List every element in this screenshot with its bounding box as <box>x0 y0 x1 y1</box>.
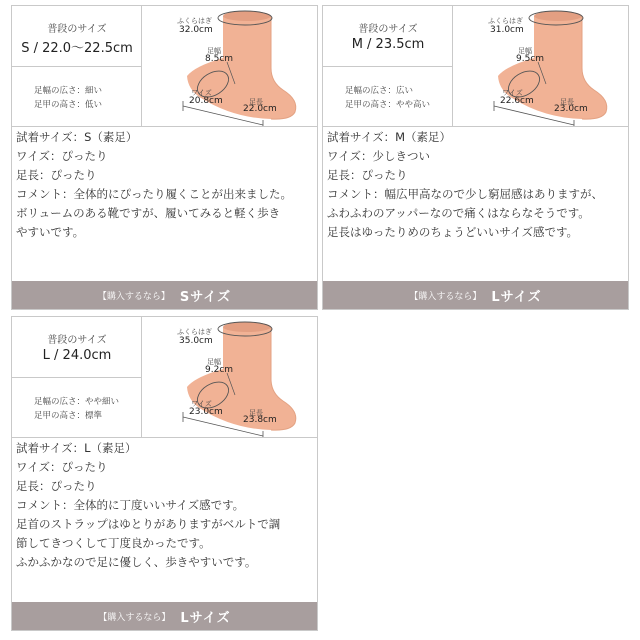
foot-diagram <box>143 6 318 126</box>
comment-line: 試着サイズ：S（素足） <box>16 130 138 144</box>
buy-size-button[interactable] <box>12 602 317 630</box>
width-label: ワイズ <box>502 89 523 97</box>
usual-size-label: 普段のサイズ <box>47 335 107 346</box>
foot-illustration-icon <box>143 6 318 126</box>
width-label: ワイズ <box>191 89 212 97</box>
size-card-m <box>322 5 629 310</box>
length-label: 足長 <box>249 98 263 106</box>
comment-line: コメント：幅広甲高なので少し窮屈感はありますが、 <box>327 187 603 201</box>
comment-line: ボリュームのある靴ですが、履いてみると軽く歩き <box>16 206 281 220</box>
buy-size-label: Sサイズ <box>179 289 232 305</box>
comment-line: 節してきつくして丁度良かったです。 <box>16 536 211 550</box>
foot-width-text: 足幅の広さ：細い <box>34 86 103 96</box>
calf-value: 35.0cm <box>179 336 213 346</box>
usual-size-label: 普段のサイズ <box>358 24 418 35</box>
usual-size-value: M / 23.5cm <box>351 37 425 52</box>
width-label: ワイズ <box>191 400 212 408</box>
instep-height-text: 足甲の高さ：やや高い <box>345 100 431 110</box>
instep-height-text: 足甲の高さ：低い <box>34 100 103 110</box>
size-card-l <box>11 316 318 631</box>
length-label: 足長 <box>560 98 574 106</box>
instep-value: 9.5cm <box>516 54 545 64</box>
divider <box>12 377 141 378</box>
calf-label: ふくらはぎ <box>177 328 212 336</box>
buy-size-button[interactable] <box>323 281 628 309</box>
card-header <box>12 6 317 127</box>
width-value: 20.8cm <box>189 96 223 106</box>
instep-label: 足幅 <box>518 47 532 55</box>
comment-line: ワイズ：ぴったり <box>16 149 108 163</box>
usual-size-value: L / 24.0cm <box>42 348 112 363</box>
comment-line: ふかふかなので足に優しく、歩きやすいです。 <box>16 555 257 569</box>
comment-line: 足長：ぴったり <box>327 168 408 182</box>
comment-line: 試着サイズ：M（素足） <box>327 130 452 144</box>
buy-prefix: 【購入するなら】 <box>97 291 170 302</box>
buy-size-button[interactable] <box>12 281 317 309</box>
comment-line: 足長はゆったりめのちょうどいいサイズ感です。 <box>327 225 579 239</box>
usual-size-label: 普段のサイズ <box>47 24 107 35</box>
foot-diagram <box>143 317 318 437</box>
usual-size-box <box>12 6 142 126</box>
comment-line: ワイズ：少しきつい <box>327 149 431 163</box>
foot-width-text: 足幅の広さ：広い <box>345 86 414 96</box>
comment-line: コメント：全体的にぴったり履くことが出来ました。 <box>16 187 292 201</box>
length-value: 22.0cm <box>243 104 277 114</box>
comment-line: ふわふわのアッパーなので痛くはならなそうです。 <box>327 206 590 220</box>
foot-diagram <box>454 6 629 126</box>
foot-illustration-icon <box>454 6 629 126</box>
comment-line: 足首のストラップはゆとりがありますがベルトで調 <box>16 517 281 531</box>
buy-size-label: Lサイズ <box>491 289 542 305</box>
calf-label: ふくらはぎ <box>488 17 523 25</box>
comment-line: やすいです。 <box>16 225 85 239</box>
length-value: 23.8cm <box>243 415 277 425</box>
width-value: 22.6cm <box>500 96 534 106</box>
comment-line: コメント：全体的に丁度いいサイズ感です。 <box>16 498 245 512</box>
foot-illustration-icon <box>143 317 318 437</box>
buy-prefix: 【購入するなら】 <box>98 612 171 623</box>
fitting-comment <box>16 128 316 242</box>
usual-size-value: S / 22.0〜22.5cm <box>21 41 133 56</box>
calf-label: ふくらはぎ <box>177 17 212 25</box>
comment-line: ワイズ：ぴったり <box>16 460 108 474</box>
width-value: 23.0cm <box>189 407 223 417</box>
card-header <box>323 6 628 127</box>
calf-value: 32.0cm <box>179 25 213 35</box>
fitting-comment <box>327 128 627 242</box>
comment-line: 試着サイズ：L（素足） <box>16 441 137 455</box>
usual-size-box <box>323 6 453 126</box>
buy-size-label: Lサイズ <box>180 610 231 626</box>
instep-height-text: 足甲の高さ：標準 <box>34 411 103 421</box>
foot-width-text: 足幅の広さ：やや細い <box>34 397 120 407</box>
buy-prefix: 【購入するなら】 <box>409 291 482 302</box>
instep-label: 足幅 <box>207 47 221 55</box>
card-header <box>12 317 317 438</box>
divider <box>12 66 141 67</box>
length-value: 23.0cm <box>554 104 588 114</box>
instep-value: 9.2cm <box>205 365 234 375</box>
instep-value: 8.5cm <box>205 54 234 64</box>
calf-value: 31.0cm <box>490 25 524 35</box>
length-label: 足長 <box>249 409 263 417</box>
comment-line: 足長：ぴったり <box>16 479 97 493</box>
comment-line: 足長：ぴったり <box>16 168 97 182</box>
instep-label: 足幅 <box>207 358 221 366</box>
usual-size-box <box>12 317 142 437</box>
size-card-s <box>11 5 318 310</box>
fitting-comment <box>16 439 316 572</box>
divider <box>323 66 452 67</box>
